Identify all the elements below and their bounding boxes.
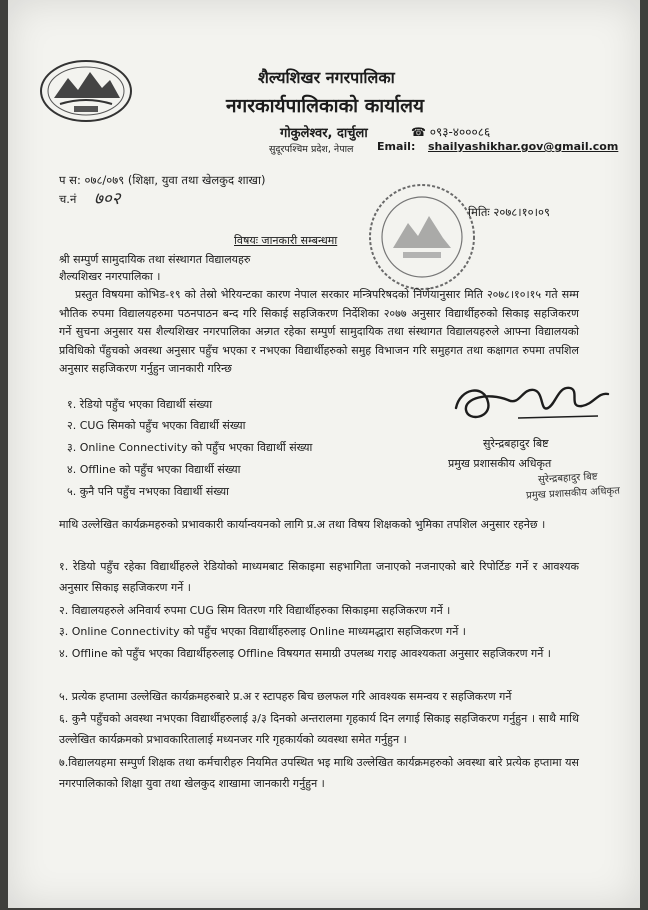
office-address: गोकुलेश्वर, दार्चुला <box>280 126 368 141</box>
addressee-line-1: श्री सम्पुर्ण सामुदायिक तथा संस्थागत विद्यालयहरु <box>59 253 251 266</box>
list-item: ४. Offline को पहुँच भएका विद्यार्थी संख्या <box>67 463 241 476</box>
municipality-name: शैल्यशिखर नगरपालिका <box>258 68 395 87</box>
instruction-item: ७.विद्यालयहमा सम्पुर्ण शिक्षक तथा कर्मचारीहरु नियमित उपस्थित भइ माथि उल्लेखित कार्यक्रमहरुको अवस्था बारे प्रत्येक हप्तामा यस नगरपालिकाको शिक्षा युवा तथा खेलकुद शाखामा जानकारी गर्नुहुन । <box>59 756 579 790</box>
instruction-item: ४. Offline को पहुँच भएका विद्यार्थीहरुलाइ Offline विषयगत समाग्री उपलब्ध गराइ आवश्यकता अनुसार सहजिकरण गर्ने । <box>59 647 551 660</box>
instruction-item: २. विद्यालयहरुले अनिवार्य रुपमा CUG सिम वितरण गरि विद्यार्थीहरुका सिकाइमा सहजिकरण गर्ने । <box>59 604 451 617</box>
signatory-name: सुरेन्द्रबहादुर बिष्ट <box>483 437 549 450</box>
list-item: २. CUG सिमको पहुँच भएका विद्यार्थी संख्या <box>67 419 246 432</box>
province-line: सुदूरपश्चिम प्रदेश, नेपाल <box>269 144 354 155</box>
role-paragraph: माथि उल्लेखित कार्यक्रमहरुको प्रभावकारी कार्यान्वयनको लागि प्र.अ तथा विषय शिक्षकको भुमिका तपशिल अनुसार रहनेछ । <box>59 518 546 531</box>
name-stamp: सुरेन्द्रबहादुर बिष्ट <box>537 471 598 486</box>
designation-stamp: प्रमुख प्रशासकीय अधिकृत <box>525 485 621 502</box>
letter-page <box>8 0 640 908</box>
municipality-emblem-icon <box>38 58 134 124</box>
list-item: १. रेडियो पहुँच भएका विद्यार्थी संख्या <box>67 398 213 411</box>
email-label: Email: <box>377 140 416 153</box>
instruction-item: ३. Online Connectivity को पहुँच भएका विद्यार्थीहरुलाइ Online माध्यमद्धारा सहजिकरण गर्ने । <box>59 625 466 638</box>
dispatch-number-label: च.नं <box>59 192 77 206</box>
reference-number: प स: ०७८/०७९ (शिक्षा, युवा तथा खेलकुद शाखा) <box>59 173 266 187</box>
email-address: shailyashikhar.gov@gmail.com <box>428 140 619 153</box>
handwritten-signature <box>448 378 618 430</box>
addressee-line-2: शैल्यशिखर नगरपालिका । <box>59 270 161 283</box>
instruction-item: १. रेडियो पहुँच रहेका विद्यार्थीहरुले रेडियोको माध्यमबाट सिकाइमा सहभागिता जनाएको नजनाएको बारे रिपोर्टिङ गर्ने र आवश्यक अनुसार सिकाइ सहजिकरण गर्ने । <box>59 560 579 594</box>
intro-paragraph: प्रस्तुत विषयमा कोभिड-१९ को तेस्रो भेरियन्टका कारण नेपाल सरकार मन्त्रिपरिषदको निर्णयानुसार मिति २०७८।१०।१५ गते सम्म भौतिक रुपमा विद्यालयहरुमा पठनपाठन बन्द गरि सिकाई सहजिकरण निर्देशिका २०७७ अनुसार विद्यार्थीहरुको सिकाइ सहजिकरण गर्ने सुचना अनुसार यस शैल्यशिखर नगरपालिका अन्र्गत रहेका सम्पुर्ण सामुदायिक तथा संस्थागत विद्यालयहरुले आफ्ना विद्यालयको प्रविधिको पँहुचको अवस्था अनुसार पहुँच भएका र नभएका विद्यार्थीहरुको समुह विभाजन गरि समुहगत तथा कक्षागत रुपमा तपशिल अनुसार सहजिकरण गर्नुहुन जानकारी गरिन्छ <box>59 288 579 375</box>
letter-date: मितिः २०७८।१०।०९ <box>468 205 550 219</box>
subject-line: विषयः जानकारी सम्बन्धमा <box>234 234 338 247</box>
office-name: नगरकार्यपालिकाको कार्यालय <box>226 95 425 117</box>
instruction-item: ५. प्रत्येक हप्तामा उल्लेखित कार्यक्रमहरुबारे प्र.अ र स्टापहरु बिच छलफल गरि आवश्यक समन्वय र सहजिकरण गर्ने <box>59 690 512 703</box>
phone-number: ☎ ०९३-४०००८६ <box>411 125 491 139</box>
signatory-designation: प्रमुख प्रशासकीय अधिकृत <box>448 457 552 470</box>
instruction-item: ६. कुनै पहुँचको अवस्था नभएका विद्यार्थीहरुलाई ३/३ दिनको अन्तरालमा गृहकार्य दिन लगाई सिकाइ सहजिकरण गर्नुहुन । साथै माथि उल्लेखित कार्यक्रमको प्रभावकारितालाई मध्यनजर गरि गृहकार्यको व्यवस्था समेत गर्नुहुन । <box>59 712 579 746</box>
list-item: ५. कुनै पनि पहुँच नभएका विद्यार्थी संख्या <box>67 485 229 498</box>
dispatch-number-value: ७०२ <box>94 189 121 209</box>
office-seal-stamp <box>363 178 481 296</box>
list-item: ३. Online Connectivity को पहुँच भएका विद्यार्थी संख्या <box>67 441 313 454</box>
